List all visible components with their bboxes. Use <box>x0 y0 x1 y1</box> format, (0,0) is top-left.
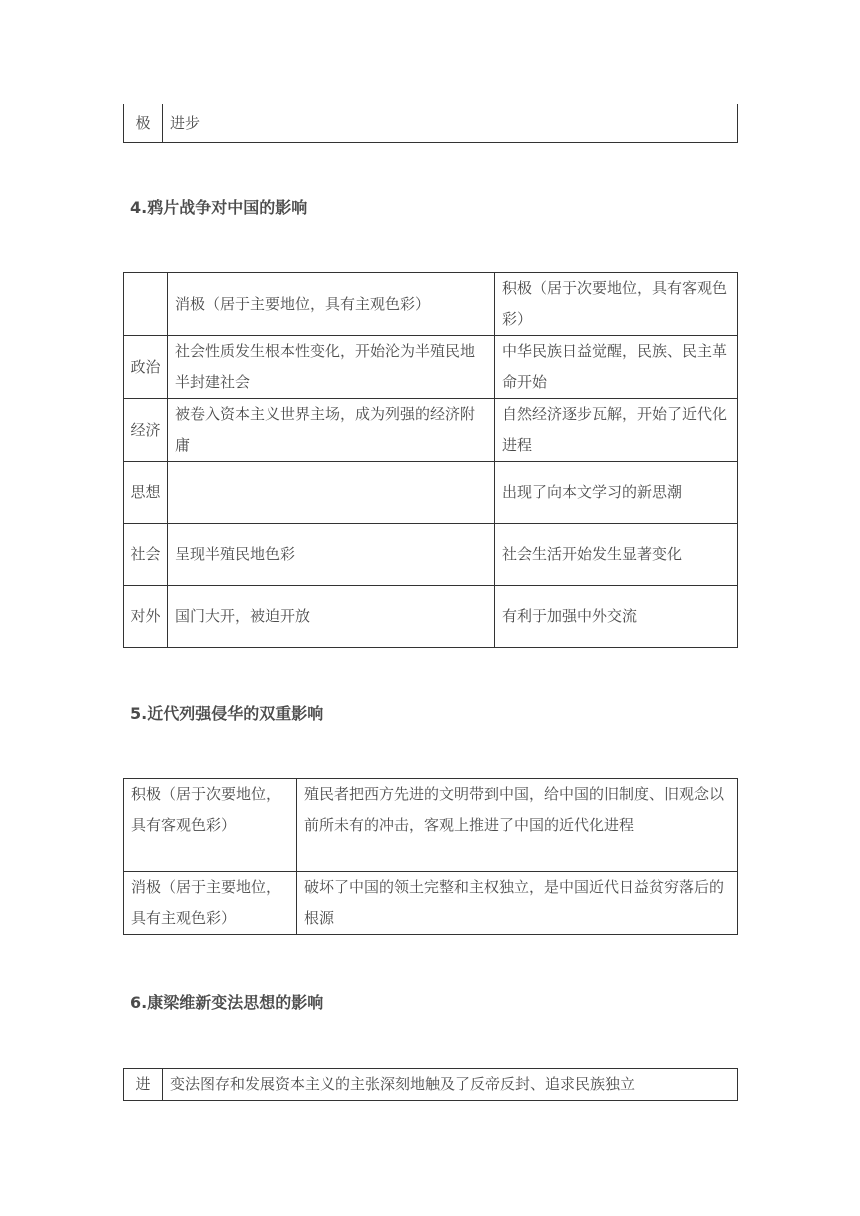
row-negative: 呈现半殖民地色彩 <box>168 524 495 586</box>
row-content: 殖民者把西方先进的文明带到中国，给中国的旧制度、旧观念以前所未有的冲击，客观上推进了中国的近代化进程 <box>297 779 738 872</box>
section-heading-5: 5.近代列强侵华的双重影响 <box>130 704 324 723</box>
section-heading-4: 4.鸦片战争对中国的影响 <box>130 198 308 217</box>
row-positive: 出现了向本文学习的新思潮 <box>495 462 738 524</box>
top-fragment-table <box>123 104 738 143</box>
row-label: 积极（居于次要地位，具有客观色彩） <box>124 779 297 872</box>
table-row <box>124 524 738 586</box>
table-header-positive: 积极（居于次要地位，具有客观色彩） <box>495 273 738 336</box>
table-header-negative: 消极（居于主要地位，具有主观色彩） <box>168 273 495 336</box>
table-row <box>124 336 738 399</box>
table-row <box>124 1069 738 1101</box>
row-label: 政治 <box>124 336 168 399</box>
table-row <box>124 586 738 648</box>
table-header-blank <box>124 273 168 336</box>
table-cell-label: 极 <box>124 104 163 143</box>
section-heading-6: 6.康梁维新变法思想的影响 <box>130 993 324 1012</box>
row-label: 进 <box>124 1069 163 1101</box>
table-row <box>124 462 738 524</box>
opium-war-impact-table <box>123 272 738 648</box>
dual-impact-table <box>123 778 738 935</box>
table-row <box>124 872 738 935</box>
row-label: 对外 <box>124 586 168 648</box>
row-positive: 中华民族日益觉醒，民族、民主革命开始 <box>495 336 738 399</box>
row-negative: 被卷入资本主义世界主场，成为列强的经济附庸 <box>168 399 495 462</box>
row-content: 破坏了中国的领土完整和主权独立，是中国近代日益贫穷落后的根源 <box>297 872 738 935</box>
row-label: 消极（居于主要地位，具有主观色彩） <box>124 872 297 935</box>
table-row <box>124 104 738 143</box>
table-row <box>124 779 738 872</box>
reform-impact-table <box>123 1068 738 1101</box>
table-header-row <box>124 273 738 336</box>
row-positive: 自然经济逐步瓦解，开始了近代化进程 <box>495 399 738 462</box>
row-negative: 国门大开，被迫开放 <box>168 586 495 648</box>
row-label: 社会 <box>124 524 168 586</box>
table-row <box>124 399 738 462</box>
table-cell-content: 进步 <box>163 104 738 143</box>
row-label: 经济 <box>124 399 168 462</box>
row-negative <box>168 462 495 524</box>
row-positive: 有利于加强中外交流 <box>495 586 738 648</box>
row-negative: 社会性质发生根本性变化，开始沦为半殖民地半封建社会 <box>168 336 495 399</box>
row-content: 变法图存和发展资本主义的主张深刻地触及了反帝反封、追求民族独立 <box>163 1069 738 1101</box>
row-positive: 社会生活开始发生显著变化 <box>495 524 738 586</box>
row-label: 思想 <box>124 462 168 524</box>
